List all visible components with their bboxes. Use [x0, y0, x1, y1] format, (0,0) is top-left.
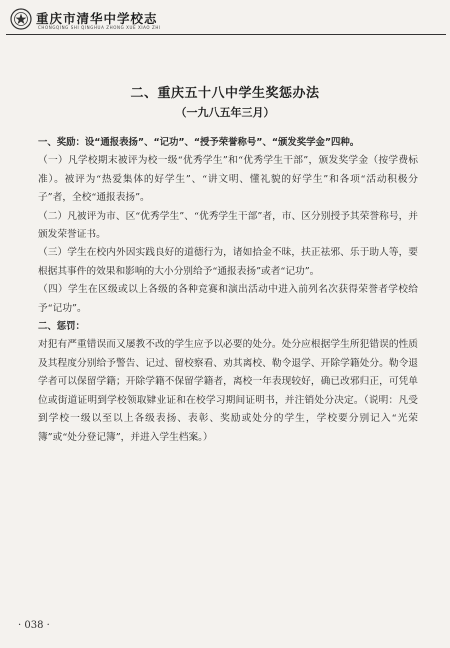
school-emblem-icon — [10, 8, 32, 30]
page-header — [0, 0, 450, 40]
paragraph-reward-2: （二）凡被评为市、区“优秀学生”、“优秀学生干部”者，市、区分别授予其荣誉称号，并颁发荣誉证书。 — [38, 210, 418, 241]
section-heading-rewards: 一、奖励：设“通报表扬”、“记功”、“授予荣誉称号”、“颁发奖学金”四种。 — [38, 137, 360, 148]
paragraph-reward-1: （一）凡学校期末被评为校一级“优秀学生”和“优秀学生干部”，颁发奖学金（按学费标准）。被评为“热爱集体的好学生”、“讲文明、懂礼貌的好学生”和各项“活动积极分子”者，全校“通报表扬”。 — [38, 155, 418, 204]
document-date: （一九八五年三月） — [175, 106, 275, 119]
header-title: 重庆市清华中学校志 — [36, 11, 158, 26]
section-heading-penalties: 二、惩罚： — [38, 321, 85, 333]
paragraph-reward-4: （四）学生在区级或以上各级的各种竞赛和演出活动中进入前列名次获得荣誉者学校给予“记功”。 — [38, 284, 418, 314]
header-divider — [6, 34, 446, 35]
document-title: 二、重庆五十八中学生奖惩办法 — [130, 86, 320, 101]
paragraph-penalties: 对犯有严重错误而又屡教不改的学生应予以必要的处分。处分应根据学生所犯错误的性质及其程度分别给予警告、记过、留校察看、劝其离校、勒令退学、开除学籍处分。勒令退学者可以保留学籍；开除学籍不保留学籍者，离校一年表现较好，确已改邪归正，可凭单位或街道证明到学校领取肄业证和在校学习期间证明书，并注销处分决定。（说明：凡受到学校一级以至以上各级表扬、表彰、奖励或处分的学生，学校要分别记入“光荣簿”或“处分登记簿”，并进入学生档案。） — [38, 339, 418, 443]
document-body — [38, 134, 418, 447]
header-subtitle: CHONGQING SHI QINGHUA ZHONG XUE XIAO ZHI — [38, 25, 161, 30]
paragraph-reward-3: （三）学生在校内外因实践良好的道德行为，诸如拾金不昧，扶正祛邪、乐于助人等，要根据其事件的效果和影响的大小分别给予“通报表扬”或者“记功”。 — [38, 247, 418, 277]
page-number: · 038 · — [18, 620, 50, 631]
